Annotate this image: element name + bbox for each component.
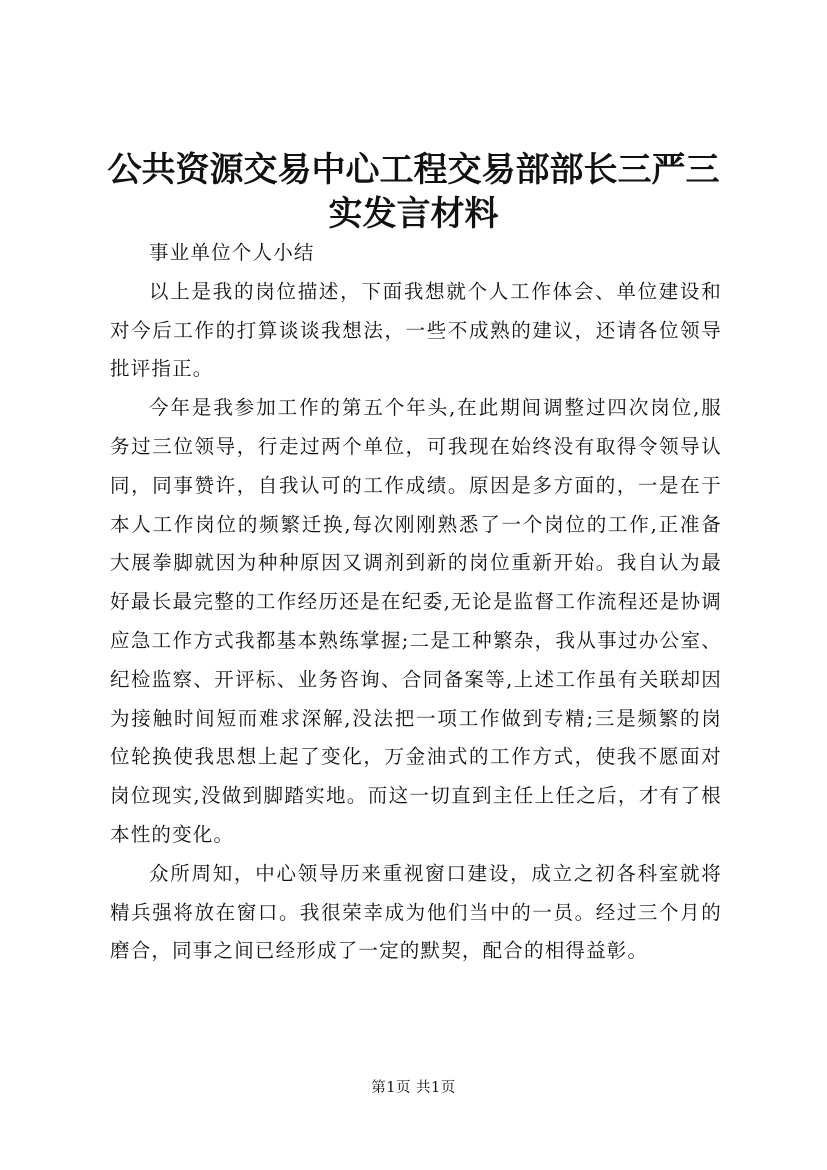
document-body <box>110 234 722 971</box>
document-title: 公共资源交易中心工程交易部部长三严三实发言材料 <box>107 150 720 234</box>
paragraph-1: 以上是我的岗位描述，下面我想就个人工作体会、单位建设和对今后工作的打算谈谈我想法，一些不成熟的建议，还请各位领导批评指正。 <box>110 279 722 381</box>
paragraph-3: 众所周知，中心领导历来重视窗口建设，成立之初各科室就将精兵强将放在窗口。我很荣幸成为他们当中的一员。经过三个月的磨合，同事之间已经形成了一定的默契，配合的相得益彰。 <box>110 861 722 963</box>
page-footer: 第1页 共1页 <box>371 1080 456 1096</box>
paragraph-2: 今年是我参加工作的第五个年头,在此期间调整过四次岗位,服务过三位领导，行走过两个单位，可我现在始终没有取得令领导认同，同事赞许，自我认可的工作成绩。原因是多方面的，一是在于本人工作岗位的频繁迁换,每次刚刚熟悉了一个岗位的工作,正准备大展拳脚就因为种种原因又调剂到新的岗位重新开始。我自认为最好最长最完整的工作经历还是在纪委,无论是监督工作流程还是协调应急工作方式我都基本熟练掌握;二是工种繁杂，我从事过办公室、纪检监察、开评标、业务咨询、合同备案等,上述工作虽有关联却因为接触时间短而难求深解,没法把一项工作做到专精;三是频繁的岗位轮换使我思想上起了变化，万金油式的工作方式，使我不愿面对岗位现实,没做到脚踏实地。而这一切直到主任上任之后，才有了根本性的变化。 <box>110 396 722 846</box>
section-subheading: 事业单位个人小结 <box>149 241 315 264</box>
